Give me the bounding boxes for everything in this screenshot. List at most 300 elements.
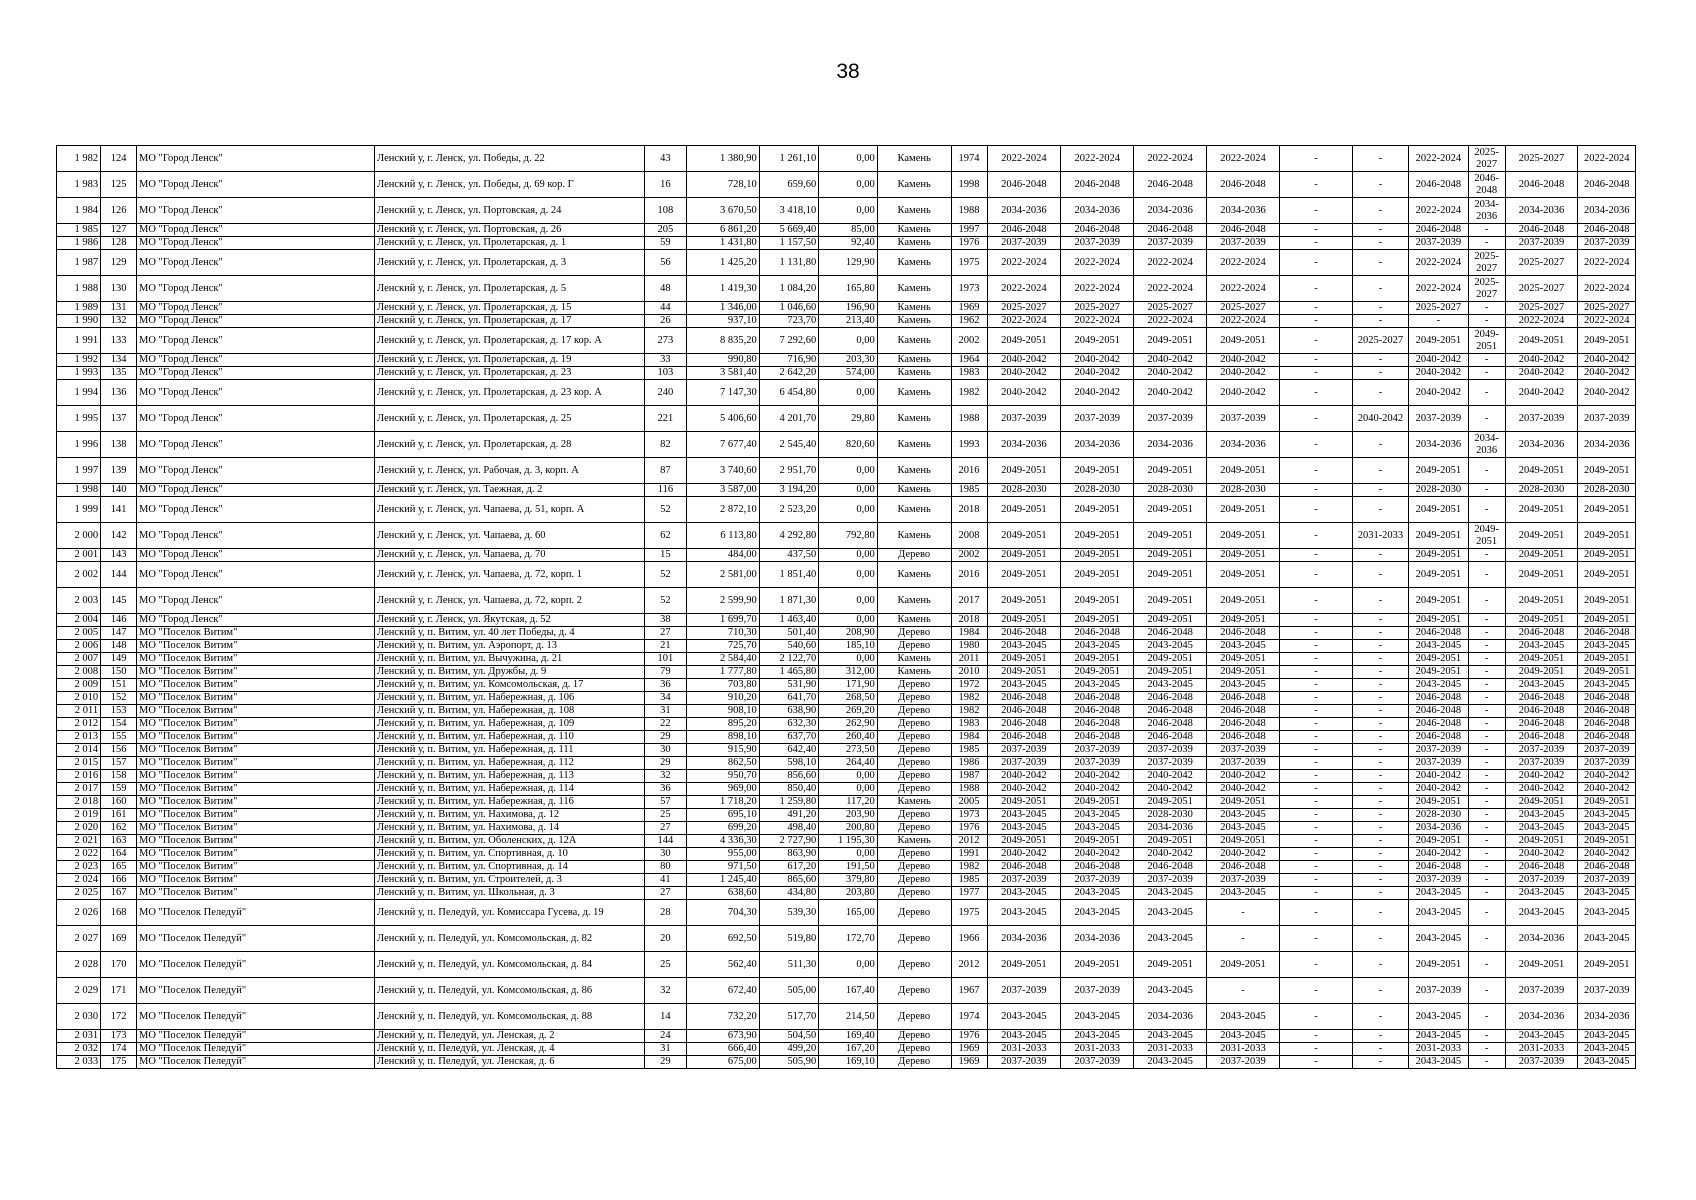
local-number-cell: 141 <box>101 497 137 523</box>
table-row <box>57 250 1636 276</box>
total-area-cell: 7 677,40 <box>686 432 759 458</box>
period-cell: 2037-2039 <box>987 1056 1061 1069</box>
table-row <box>57 315 1636 328</box>
period-cell: 2049-2051 <box>987 952 1061 978</box>
local-number-cell: 168 <box>101 900 137 926</box>
nonresidential-area-cell: 0,00 <box>819 588 877 614</box>
residents-cell: 59 <box>644 237 686 250</box>
living-area-cell: 598,10 <box>759 757 819 770</box>
residents-cell: 29 <box>644 731 686 744</box>
period-cell: - <box>1468 588 1505 614</box>
period-cell: 2049-2051 <box>1207 614 1280 627</box>
period-cell: - <box>1352 549 1408 562</box>
total-area-cell: 2 599,90 <box>686 588 759 614</box>
period-cell: - <box>1468 705 1505 718</box>
period-cell: 2046-2048 <box>1505 692 1578 705</box>
wall-material-cell: Камень <box>877 484 951 497</box>
period-cell: 2037-2039 <box>1134 237 1207 250</box>
period-cell: 2046-2048 <box>987 731 1061 744</box>
build-year-cell: 2011 <box>951 653 987 666</box>
period-cell: 2022-2024 <box>1207 315 1280 328</box>
nonresidential-area-cell: 0,00 <box>819 198 877 224</box>
period-cell: 2049-2051 <box>1134 614 1207 627</box>
address-cell: Ленский у, п. Пеледуй, ул. Комсомольская, д. 86 <box>375 978 645 1004</box>
total-area-cell: 704,30 <box>686 900 759 926</box>
row-number-cell: 1 997 <box>57 458 101 484</box>
period-cell: 2040-2042 <box>1207 380 1280 406</box>
period-cell: 2043-2045 <box>1578 887 1636 900</box>
nonresidential-area-cell: 0,00 <box>819 848 877 861</box>
period-cell: 2034-2036 <box>987 926 1061 952</box>
address-cell: Ленский у, г. Ленск, ул. Чапаева, д. 72, корп. 1 <box>375 562 645 588</box>
residents-cell: 116 <box>644 484 686 497</box>
period-cell: - <box>1352 952 1408 978</box>
period-cell: 2043-2045 <box>1578 1043 1636 1056</box>
period-cell: - <box>1279 640 1352 653</box>
local-number-cell: 140 <box>101 484 137 497</box>
table-row <box>57 224 1636 237</box>
build-year-cell: 1973 <box>951 809 987 822</box>
period-cell: 2046-2048 <box>1578 718 1636 731</box>
municipality-cell: МО "Поселок Витим" <box>137 848 375 861</box>
build-year-cell: 1982 <box>951 705 987 718</box>
period-cell: - <box>1279 588 1352 614</box>
row-number-cell: 2 028 <box>57 952 101 978</box>
address-cell: Ленский у, п. Витим, ул. Набережная, д. 111 <box>375 744 645 757</box>
period-cell: 2040-2042 <box>1578 848 1636 861</box>
local-number-cell: 153 <box>101 705 137 718</box>
period-cell: 2043-2045 <box>987 900 1061 926</box>
period-cell: 2043-2045 <box>1134 1030 1207 1043</box>
period-cell: 2037-2039 <box>1505 744 1578 757</box>
period-cell: 2025-2027 <box>1352 328 1408 354</box>
period-cell: 2049-2051 <box>1134 523 1207 549</box>
local-number-cell: 163 <box>101 835 137 848</box>
period-cell: 2049-2051 <box>1207 562 1280 588</box>
wall-material-cell: Дерево <box>877 848 951 861</box>
table-row <box>57 588 1636 614</box>
period-cell: 2037-2039 <box>1061 406 1134 432</box>
municipality-cell: МО "Город Ленск" <box>137 614 375 627</box>
period-cell: 2022-2024 <box>1578 315 1636 328</box>
address-cell: Ленский у, п. Витим, ул. Спортивная, д. 10 <box>375 848 645 861</box>
period-cell: 2049-2051 <box>987 614 1061 627</box>
period-cell: 2046-2048 <box>1207 861 1280 874</box>
period-cell: 2022-2024 <box>987 276 1061 302</box>
period-cell: 2049-2051 <box>1061 796 1134 809</box>
living-area-cell: 1 046,60 <box>759 302 819 315</box>
row-number-cell: 1 992 <box>57 354 101 367</box>
period-cell: 2046-2048 <box>1134 861 1207 874</box>
local-number-cell: 124 <box>101 146 137 172</box>
wall-material-cell: Камень <box>877 146 951 172</box>
nonresidential-area-cell: 312,00 <box>819 666 877 679</box>
living-area-cell: 617,20 <box>759 861 819 874</box>
period-cell: 2049-2051 <box>987 796 1061 809</box>
period-cell: 2040-2042 <box>987 783 1061 796</box>
period-cell: 2049-2051 <box>987 562 1061 588</box>
residents-cell: 52 <box>644 588 686 614</box>
address-cell: Ленский у, п. Витим, ул. Нахимова, д. 12 <box>375 809 645 822</box>
period-cell: 2034-2036 <box>1468 432 1505 458</box>
living-area-cell: 856,60 <box>759 770 819 783</box>
residents-cell: 25 <box>644 952 686 978</box>
living-area-cell: 659,60 <box>759 172 819 198</box>
period-cell: 2022-2024 <box>1134 146 1207 172</box>
period-cell: 2043-2045 <box>1409 900 1469 926</box>
period-cell: 2034-2036 <box>1207 432 1280 458</box>
period-cell: 2046-2048 <box>1409 861 1469 874</box>
build-year-cell: 1991 <box>951 848 987 861</box>
row-number-cell: 2 008 <box>57 666 101 679</box>
period-cell: 2046-2048 <box>987 705 1061 718</box>
period-cell: 2046-2048 <box>1134 224 1207 237</box>
period-cell: 2043-2045 <box>1409 887 1469 900</box>
period-cell: 2037-2039 <box>1578 406 1636 432</box>
period-cell: - <box>1279 484 1352 497</box>
period-cell: 2037-2039 <box>1409 757 1469 770</box>
period-cell: 2049-2051 <box>1505 458 1578 484</box>
period-cell: 2040-2042 <box>1409 354 1469 367</box>
period-cell: 2049-2051 <box>987 497 1061 523</box>
row-number-cell: 2 032 <box>57 1043 101 1056</box>
period-cell: 2037-2039 <box>1207 744 1280 757</box>
municipality-cell: МО "Город Ленск" <box>137 484 375 497</box>
period-cell: 2049-2051 <box>1409 549 1469 562</box>
period-cell: - <box>1279 1043 1352 1056</box>
period-cell: 2049-2051 <box>987 835 1061 848</box>
wall-material-cell: Дерево <box>877 822 951 835</box>
wall-material-cell: Камень <box>877 302 951 315</box>
table-row <box>57 718 1636 731</box>
residents-cell: 87 <box>644 458 686 484</box>
period-cell: - <box>1352 276 1408 302</box>
nonresidential-area-cell: 0,00 <box>819 952 877 978</box>
row-number-cell: 1 982 <box>57 146 101 172</box>
municipality-cell: МО "Город Ленск" <box>137 458 375 484</box>
living-area-cell: 1 261,10 <box>759 146 819 172</box>
row-number-cell: 2 006 <box>57 640 101 653</box>
wall-material-cell: Камень <box>877 328 951 354</box>
period-cell: - <box>1352 458 1408 484</box>
period-cell: - <box>1279 978 1352 1004</box>
period-cell: 2046-2048 <box>987 861 1061 874</box>
period-cell: 2049-2051 <box>1207 497 1280 523</box>
address-cell: Ленский у, г. Ленск, ул. Портовская, д. 24 <box>375 198 645 224</box>
period-cell: 2040-2042 <box>987 367 1061 380</box>
period-cell: 2043-2045 <box>1061 887 1134 900</box>
nonresidential-area-cell: 0,00 <box>819 328 877 354</box>
local-number-cell: 126 <box>101 198 137 224</box>
period-cell: 2040-2042 <box>1505 380 1578 406</box>
period-cell: 2046-2048 <box>1505 731 1578 744</box>
period-cell: 2034-2036 <box>1061 432 1134 458</box>
total-area-cell: 638,60 <box>686 887 759 900</box>
table-row <box>57 237 1636 250</box>
wall-material-cell: Камень <box>877 380 951 406</box>
period-cell: - <box>1352 822 1408 835</box>
wall-material-cell: Дерево <box>877 1030 951 1043</box>
build-year-cell: 2012 <box>951 835 987 848</box>
build-year-cell: 2010 <box>951 666 987 679</box>
living-area-cell: 3 418,10 <box>759 198 819 224</box>
period-cell: 2043-2045 <box>1505 679 1578 692</box>
housing-registry-table <box>56 145 1636 1069</box>
residents-cell: 144 <box>644 835 686 848</box>
period-cell: 2040-2042 <box>1207 770 1280 783</box>
period-cell: 2049-2051 <box>1468 328 1505 354</box>
period-cell: - <box>1468 562 1505 588</box>
period-cell: - <box>1468 224 1505 237</box>
table-row <box>57 302 1636 315</box>
municipality-cell: МО "Поселок Витим" <box>137 822 375 835</box>
period-cell: 2049-2051 <box>1505 328 1578 354</box>
period-cell: 2046-2048 <box>1505 861 1578 874</box>
period-cell: 2049-2051 <box>1207 653 1280 666</box>
local-number-cell: 147 <box>101 627 137 640</box>
nonresidential-area-cell: 0,00 <box>819 614 877 627</box>
table-row <box>57 874 1636 887</box>
period-cell: 2049-2051 <box>987 549 1061 562</box>
period-cell: 2034-2036 <box>1505 1004 1578 1030</box>
wall-material-cell: Дерево <box>877 887 951 900</box>
residents-cell: 22 <box>644 718 686 731</box>
address-cell: Ленский у, п. Пеледуй, ул. Комиссара Гусева, д. 19 <box>375 900 645 926</box>
period-cell: 2043-2045 <box>1505 1030 1578 1043</box>
period-cell: - <box>1468 770 1505 783</box>
wall-material-cell: Камень <box>877 458 951 484</box>
period-cell: 2040-2042 <box>1134 848 1207 861</box>
period-cell: 2025-2027 <box>1207 302 1280 315</box>
period-cell: 2049-2051 <box>1134 835 1207 848</box>
total-area-cell: 1 425,20 <box>686 250 759 276</box>
period-cell: 2046-2048 <box>1409 705 1469 718</box>
nonresidential-area-cell: 165,00 <box>819 900 877 926</box>
table-row <box>57 653 1636 666</box>
residents-cell: 52 <box>644 497 686 523</box>
build-year-cell: 1969 <box>951 1043 987 1056</box>
residents-cell: 32 <box>644 770 686 783</box>
period-cell: 2040-2042 <box>1505 367 1578 380</box>
period-cell: 2043-2045 <box>1207 1030 1280 1043</box>
period-cell: 2046-2048 <box>987 627 1061 640</box>
period-cell: 2043-2045 <box>1409 1004 1469 1030</box>
municipality-cell: МО "Город Ленск" <box>137 367 375 380</box>
period-cell: - <box>1468 900 1505 926</box>
address-cell: Ленский у, г. Ленск, ул. Пролетарская, д. 25 <box>375 406 645 432</box>
total-area-cell: 703,80 <box>686 679 759 692</box>
nonresidential-area-cell: 29,80 <box>819 406 877 432</box>
living-area-cell: 1 157,50 <box>759 237 819 250</box>
build-year-cell: 1973 <box>951 276 987 302</box>
municipality-cell: МО "Поселок Витим" <box>137 731 375 744</box>
period-cell: 2049-2051 <box>1207 835 1280 848</box>
nonresidential-area-cell: 85,00 <box>819 224 877 237</box>
residents-cell: 205 <box>644 224 686 237</box>
period-cell: 2037-2039 <box>1409 406 1469 432</box>
build-year-cell: 1983 <box>951 718 987 731</box>
wall-material-cell: Дерево <box>877 926 951 952</box>
total-area-cell: 1 419,30 <box>686 276 759 302</box>
residents-cell: 27 <box>644 822 686 835</box>
total-area-cell: 7 147,30 <box>686 380 759 406</box>
municipality-cell: МО "Город Ленск" <box>137 380 375 406</box>
nonresidential-area-cell: 191,50 <box>819 861 877 874</box>
build-year-cell: 1988 <box>951 406 987 432</box>
wall-material-cell: Камень <box>877 523 951 549</box>
period-cell: 2031-2033 <box>987 1043 1061 1056</box>
address-cell: Ленский у, п. Витим, ул. Набережная, д. 108 <box>375 705 645 718</box>
period-cell: - <box>1279 328 1352 354</box>
period-cell: 2034-2036 <box>1409 822 1469 835</box>
period-cell: 2040-2042 <box>1409 770 1469 783</box>
period-cell: 2022-2024 <box>1061 315 1134 328</box>
table-row <box>57 354 1636 367</box>
row-number-cell: 2 031 <box>57 1030 101 1043</box>
period-cell: - <box>1352 731 1408 744</box>
period-cell: 2037-2039 <box>1061 1056 1134 1069</box>
period-cell: - <box>1279 627 1352 640</box>
municipality-cell: МО "Поселок Витим" <box>137 783 375 796</box>
period-cell: 2046-2048 <box>1061 224 1134 237</box>
local-number-cell: 173 <box>101 1030 137 1043</box>
period-cell: 2049-2051 <box>1578 523 1636 549</box>
nonresidential-area-cell: 169,40 <box>819 1030 877 1043</box>
period-cell: - <box>1352 354 1408 367</box>
municipality-cell: МО "Поселок Витим" <box>137 718 375 731</box>
period-cell: 2046-2048 <box>1061 731 1134 744</box>
row-number-cell: 2 021 <box>57 835 101 848</box>
period-cell: 2043-2045 <box>1409 926 1469 952</box>
table-row <box>57 614 1636 627</box>
wall-material-cell: Камень <box>877 666 951 679</box>
local-number-cell: 137 <box>101 406 137 432</box>
municipality-cell: МО "Город Ленск" <box>137 549 375 562</box>
total-area-cell: 3 740,60 <box>686 458 759 484</box>
local-number-cell: 133 <box>101 328 137 354</box>
period-cell: - <box>1279 822 1352 835</box>
build-year-cell: 1986 <box>951 757 987 770</box>
address-cell: Ленский у, г. Ленск, ул. Пролетарская, д. 3 <box>375 250 645 276</box>
period-cell: 2037-2039 <box>1409 978 1469 1004</box>
address-cell: Ленский у, г. Ленск, ул. Чапаева, д. 70 <box>375 549 645 562</box>
nonresidential-area-cell: 203,30 <box>819 354 877 367</box>
residents-cell: 27 <box>644 887 686 900</box>
period-cell: - <box>1279 562 1352 588</box>
row-number-cell: 2 001 <box>57 549 101 562</box>
nonresidential-area-cell: 379,80 <box>819 874 877 887</box>
period-cell: 2043-2045 <box>1409 1056 1469 1069</box>
period-cell: 2043-2045 <box>1207 809 1280 822</box>
address-cell: Ленский у, п. Пеледуй, ул. Ленская, д. 6 <box>375 1056 645 1069</box>
period-cell: 2025-2027 <box>1468 146 1505 172</box>
period-cell: 2037-2039 <box>1207 406 1280 432</box>
period-cell: - <box>1279 497 1352 523</box>
local-number-cell: 128 <box>101 237 137 250</box>
period-cell: - <box>1352 783 1408 796</box>
period-cell: - <box>1352 315 1408 328</box>
period-cell: 2049-2051 <box>1578 549 1636 562</box>
period-cell: 2040-2042 <box>1207 367 1280 380</box>
total-area-cell: 1 346,00 <box>686 302 759 315</box>
period-cell: - <box>1352 718 1408 731</box>
period-cell: 2043-2045 <box>1134 679 1207 692</box>
period-cell: - <box>1352 835 1408 848</box>
nonresidential-area-cell: 169,10 <box>819 1056 877 1069</box>
period-cell: 2046-2048 <box>1207 692 1280 705</box>
period-cell: - <box>1468 679 1505 692</box>
period-cell: - <box>1352 978 1408 1004</box>
period-cell: 2043-2045 <box>1409 1030 1469 1043</box>
residents-cell: 273 <box>644 328 686 354</box>
municipality-cell: МО "Поселок Витим" <box>137 796 375 809</box>
period-cell: 2046-2048 <box>1505 627 1578 640</box>
address-cell: Ленский у, п. Витим, ул. Набережная, д. 112 <box>375 757 645 770</box>
period-cell: 2049-2051 <box>1061 614 1134 627</box>
total-area-cell: 2 584,40 <box>686 653 759 666</box>
build-year-cell: 2018 <box>951 497 987 523</box>
period-cell: 2049-2051 <box>1409 562 1469 588</box>
period-cell: - <box>1352 146 1408 172</box>
period-cell: - <box>1352 198 1408 224</box>
living-area-cell: 865,60 <box>759 874 819 887</box>
nonresidential-area-cell: 117,20 <box>819 796 877 809</box>
residents-cell: 26 <box>644 315 686 328</box>
period-cell: - <box>1279 861 1352 874</box>
row-number-cell: 1 993 <box>57 367 101 380</box>
address-cell: Ленский у, п. Пеледуй, ул. Ленская, д. 4 <box>375 1043 645 1056</box>
row-number-cell: 2 007 <box>57 653 101 666</box>
period-cell: - <box>1468 406 1505 432</box>
period-cell: 2049-2051 <box>1505 614 1578 627</box>
nonresidential-area-cell: 1 195,30 <box>819 835 877 848</box>
period-cell: 2046-2048 <box>1207 718 1280 731</box>
period-cell: 2025-2027 <box>1468 276 1505 302</box>
period-cell: 2049-2051 <box>1061 653 1134 666</box>
table-row <box>57 484 1636 497</box>
row-number-cell: 1 990 <box>57 315 101 328</box>
period-cell: 2049-2051 <box>987 588 1061 614</box>
row-number-cell: 2 004 <box>57 614 101 627</box>
total-area-cell: 990,80 <box>686 354 759 367</box>
period-cell: 2022-2024 <box>987 146 1061 172</box>
nonresidential-area-cell: 167,20 <box>819 1043 877 1056</box>
build-year-cell: 2002 <box>951 549 987 562</box>
period-cell: - <box>1279 523 1352 549</box>
period-cell: 2034-2036 <box>1134 198 1207 224</box>
period-cell: 2022-2024 <box>1409 276 1469 302</box>
period-cell: - <box>1279 887 1352 900</box>
period-cell: 2037-2039 <box>1207 237 1280 250</box>
period-cell: 2043-2045 <box>1061 900 1134 926</box>
period-cell: 2022-2024 <box>1578 146 1636 172</box>
period-cell: 2022-2024 <box>1207 146 1280 172</box>
build-year-cell: 1993 <box>951 432 987 458</box>
build-year-cell: 1984 <box>951 731 987 744</box>
period-cell: 2046-2048 <box>1409 718 1469 731</box>
total-area-cell: 725,70 <box>686 640 759 653</box>
residents-cell: 101 <box>644 653 686 666</box>
residents-cell: 240 <box>644 380 686 406</box>
total-area-cell: 672,40 <box>686 978 759 1004</box>
period-cell: - <box>1207 926 1280 952</box>
table-row <box>57 679 1636 692</box>
table-row <box>57 497 1636 523</box>
municipality-cell: МО "Поселок Пеледуй" <box>137 926 375 952</box>
row-number-cell: 2 017 <box>57 783 101 796</box>
build-year-cell: 2016 <box>951 562 987 588</box>
wall-material-cell: Камень <box>877 406 951 432</box>
